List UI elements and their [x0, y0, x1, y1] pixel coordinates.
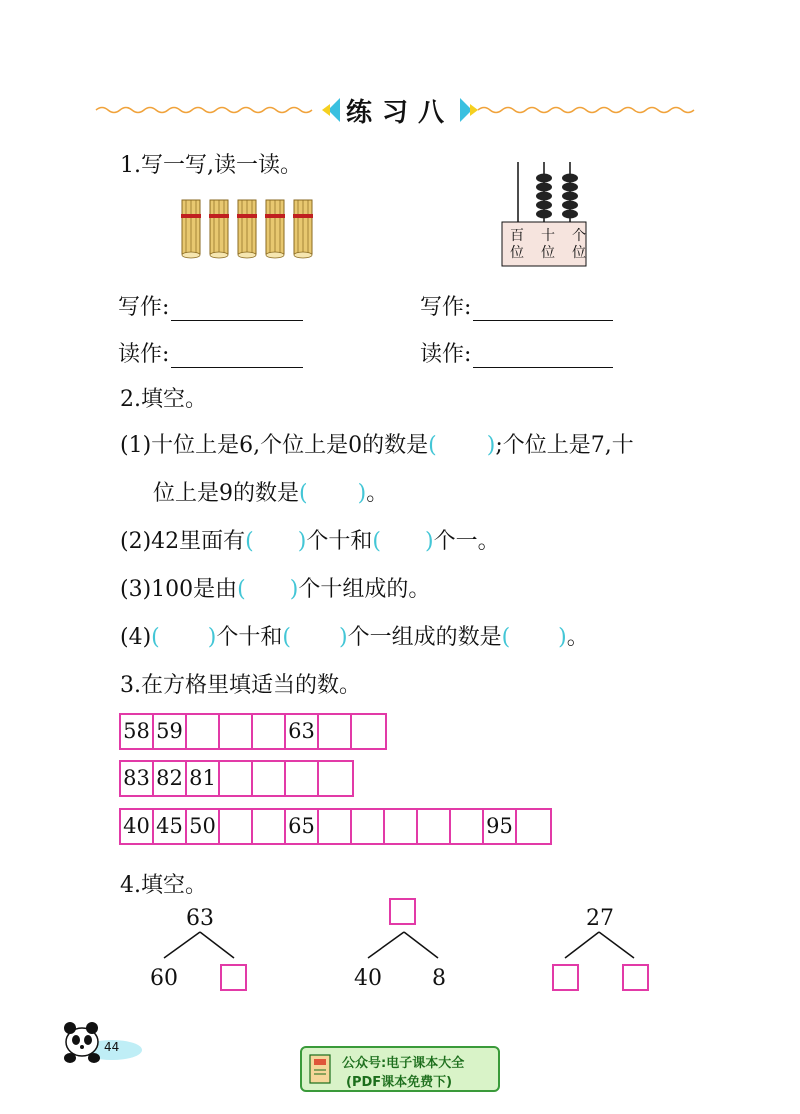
q2-item4-text: 。: [566, 625, 589, 650]
q1-read-left: [118, 337, 303, 368]
bond1-top: 63: [186, 906, 214, 931]
grid-cell[interactable]: [352, 810, 385, 843]
q3-label: 3.在方格里填适当的数。: [120, 673, 361, 698]
panda-icon: [56, 1010, 146, 1066]
paren-close: ): [289, 577, 299, 602]
write-label: 写作:: [118, 295, 170, 320]
abacus-label-hundreds: 百位: [510, 228, 524, 261]
q4-label: 4.填空。: [120, 873, 207, 898]
paren-close: ): [207, 625, 217, 650]
watermark-line1: 公众号:电子课本大全: [342, 1056, 465, 1071]
grid-cell[interactable]: [253, 810, 286, 843]
q2-item4-text: (4): [120, 625, 152, 650]
grid-cell[interactable]: [319, 810, 352, 843]
grid-cell: 95: [484, 810, 517, 843]
q2-item1-cont: [153, 476, 388, 507]
bond3-top: 27: [586, 906, 614, 931]
paren-open: (: [372, 529, 381, 554]
page-title: 练习八: [345, 98, 454, 128]
q2-item1-text: (1)十位上是6,个位上是0的数是: [120, 433, 429, 458]
q2-item2: [120, 524, 500, 555]
q1-label: 1.写一写,读一读。: [120, 153, 302, 178]
q2-item1: [120, 428, 634, 459]
q1-write-left: [118, 290, 303, 321]
grid-cell[interactable]: [319, 762, 352, 795]
answer-line[interactable]: [473, 347, 613, 368]
number-grid-row-3: [119, 808, 552, 845]
read-label: 读作:: [420, 342, 472, 367]
grid-cell: 59: [154, 715, 187, 748]
number-grid-row-2: [119, 760, 354, 797]
grid-cell: 82: [154, 762, 187, 795]
grid-cell[interactable]: [517, 810, 550, 843]
q2-item3-text: 个十组成的。: [298, 577, 431, 602]
q2-item4-text: 个十和: [216, 625, 283, 650]
paren-close: ): [558, 625, 567, 650]
q2-item2-text: 个一。: [433, 529, 500, 554]
grid-cell[interactable]: [253, 762, 286, 795]
stick-bundles-image: [180, 196, 320, 262]
paren-open: (: [282, 625, 291, 650]
paren-open: (: [245, 529, 254, 554]
grid-cell: 50: [187, 810, 220, 843]
grid-cell[interactable]: [319, 715, 352, 748]
grid-cell[interactable]: [286, 762, 319, 795]
q2-item1-text: ;个位上是7,十: [495, 433, 634, 458]
paren-close: ): [424, 529, 434, 554]
q2-item2-text: 个十和: [306, 529, 373, 554]
abacus-label-ones: 个位: [572, 228, 586, 261]
paren-open: (: [151, 625, 160, 650]
q2-item3: [120, 572, 430, 603]
paren-close: ): [357, 481, 367, 506]
bond3-right-box[interactable]: [622, 964, 649, 991]
bond2-top-box[interactable]: [389, 898, 416, 925]
bond1-right-box[interactable]: [220, 964, 247, 991]
grid-cell[interactable]: [418, 810, 451, 843]
q2-item4-text: 个一组成的数是: [347, 625, 502, 650]
grid-cell: 40: [121, 810, 154, 843]
bond3-left-box[interactable]: [552, 964, 579, 991]
page-number: 44: [104, 1040, 120, 1054]
q2-item3-text: (3)100是由: [120, 577, 238, 602]
paren-open: (: [501, 625, 511, 650]
bond1-left: 60: [150, 966, 178, 991]
q2-item1-text: 位上是9的数是: [153, 481, 299, 506]
q1-write-right: [420, 290, 613, 321]
grid-cell[interactable]: [451, 810, 484, 843]
paren-close: ): [338, 625, 348, 650]
q2-item2-text: (2)42里面有: [120, 529, 246, 554]
answer-line[interactable]: [171, 300, 303, 321]
grid-cell[interactable]: [187, 715, 220, 748]
q1-read-right: [420, 337, 613, 368]
bond2-left: 40: [354, 966, 382, 991]
write-label: 写作:: [420, 295, 472, 320]
answer-line[interactable]: [473, 300, 613, 321]
grid-cell[interactable]: [253, 715, 286, 748]
grid-cell: 81: [187, 762, 220, 795]
paren-open: (: [237, 577, 246, 602]
grid-cell: 83: [121, 762, 154, 795]
paren-open: (: [428, 433, 437, 458]
paren-open: (: [299, 481, 308, 506]
paren-close: ): [297, 529, 307, 554]
number-grid-row-1: [119, 713, 387, 750]
grid-cell: 58: [121, 715, 154, 748]
q2-item4: [120, 620, 589, 651]
q2-label: 2.填空。: [120, 387, 207, 412]
bond2-right: 8: [432, 966, 446, 991]
grid-cell: 63: [286, 715, 319, 748]
watermark-stamp: [300, 1046, 500, 1092]
number-bond-lines: [150, 930, 670, 960]
paren-close: ): [486, 433, 496, 458]
answer-line[interactable]: [171, 347, 303, 368]
grid-cell[interactable]: [220, 715, 253, 748]
grid-cell: 45: [154, 810, 187, 843]
grid-cell[interactable]: [352, 715, 385, 748]
q2-item1-text: 。: [366, 481, 389, 506]
grid-cell[interactable]: [220, 762, 253, 795]
grid-cell: 65: [286, 810, 319, 843]
read-label: 读作:: [118, 342, 170, 367]
grid-cell[interactable]: [385, 810, 418, 843]
abacus-label-tens: 十位: [541, 228, 555, 261]
watermark-line2: (PDF课本免费下): [346, 1075, 453, 1090]
book-icon: [308, 1053, 332, 1085]
grid-cell[interactable]: [220, 810, 253, 843]
